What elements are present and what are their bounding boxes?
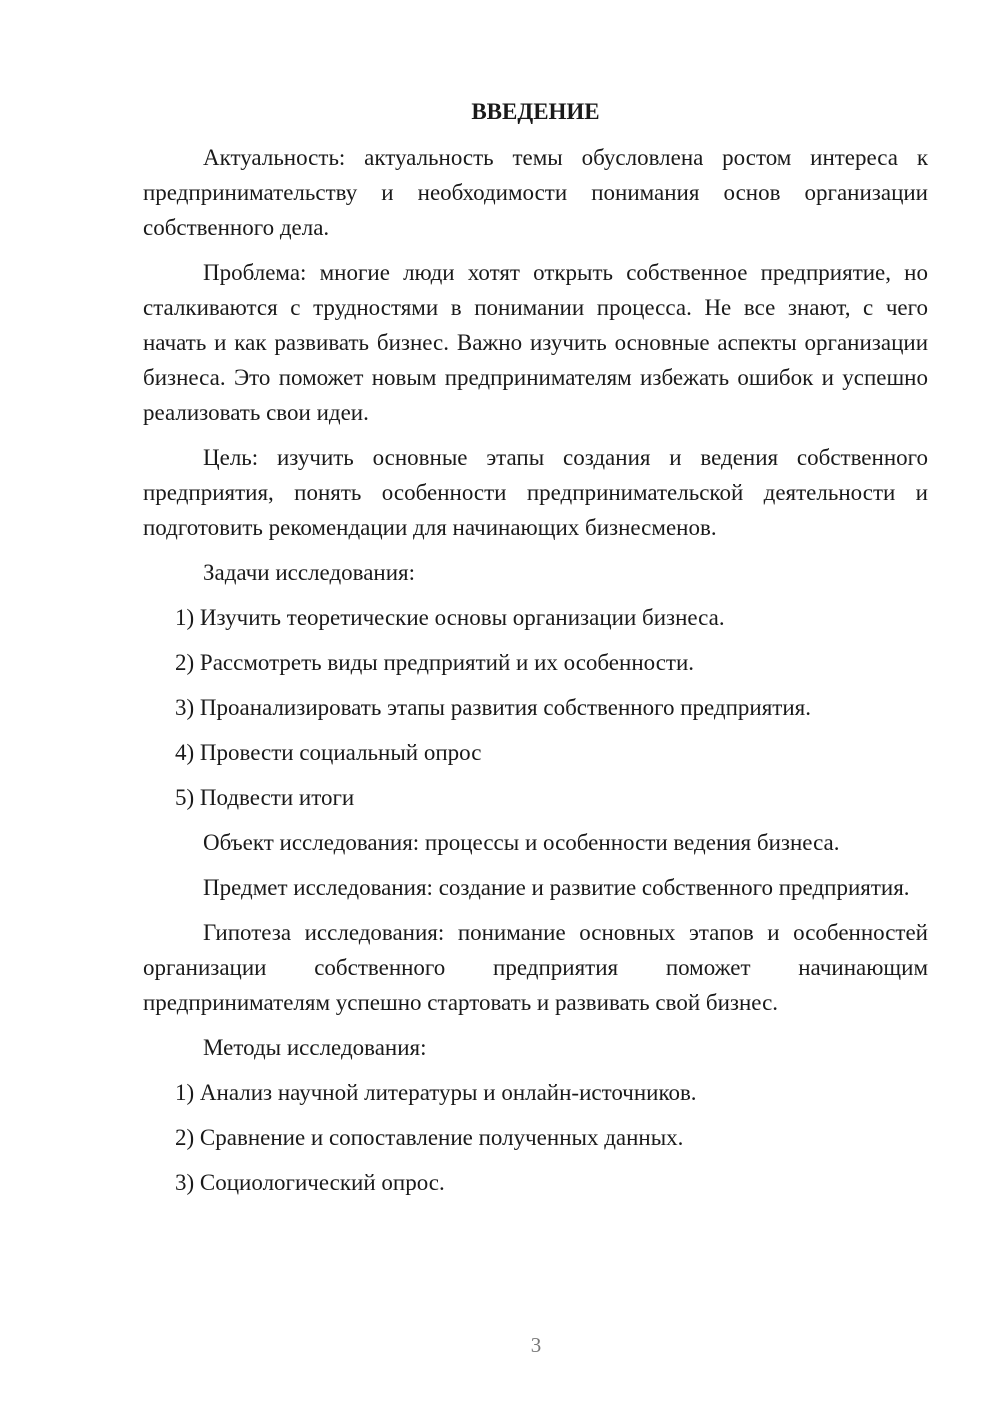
page-title: ВВЕДЕНИЕ (471, 99, 600, 124)
method-item: 3) Социологический опрос. (175, 1170, 445, 1195)
task-item: 4) Провести социальный опрос (175, 740, 482, 765)
method-item: 1) Анализ научной литературы и онлайн-источников. (175, 1080, 697, 1105)
relevance-paragraph: Актуальность: актуальность темы обусловлена ростом интереса к предпринимательству и необходимости понимания основ организации собственного дела. (143, 145, 928, 240)
methods-heading: Методы исследования: (203, 1035, 427, 1060)
method-item: 2) Сравнение и сопоставление полученных данных. (175, 1125, 684, 1150)
task-item: 3) Проанализировать этапы развития собственного предприятия. (175, 695, 811, 720)
hypothesis-paragraph: Гипотеза исследования: понимание основных этапов и особенностей организации собственного предприятия поможет начинающим предпринимателям успешно стартовать и развивать свой бизнес. (143, 920, 928, 1015)
object-paragraph: Объект исследования: процессы и особенности ведения бизнеса. (203, 830, 840, 855)
document-page (143, 95, 928, 1210)
task-item: 2) Рассмотреть виды предприятий и их особенности. (175, 650, 695, 675)
page-number: 3 (530, 1333, 542, 1357)
tasks-heading: Задачи исследования: (203, 560, 416, 585)
problem-paragraph: Проблема: многие люди хотят открыть собственное предприятие, но сталкиваются с трудностями в понимании процесса. Не все знают, с чего начать и как развивать бизнес. Важно изучить основные аспекты организации бизнеса. Это поможет новым предпринимателям избежать ошибок и успешно реализовать свои идеи. (143, 260, 928, 425)
task-item: 1) Изучить теоретические основы организации бизнеса. (175, 605, 725, 630)
task-item: 5) Подвести итоги (175, 785, 355, 810)
subject-paragraph: Предмет исследования: создание и развитие собственного предприятия. (203, 875, 910, 900)
goal-paragraph: Цель: изучить основные этапы создания и ведения собственного предприятия, понять особенности предпринимательской деятельности и подготовить рекомендации для начинающих бизнесменов. (143, 445, 928, 540)
